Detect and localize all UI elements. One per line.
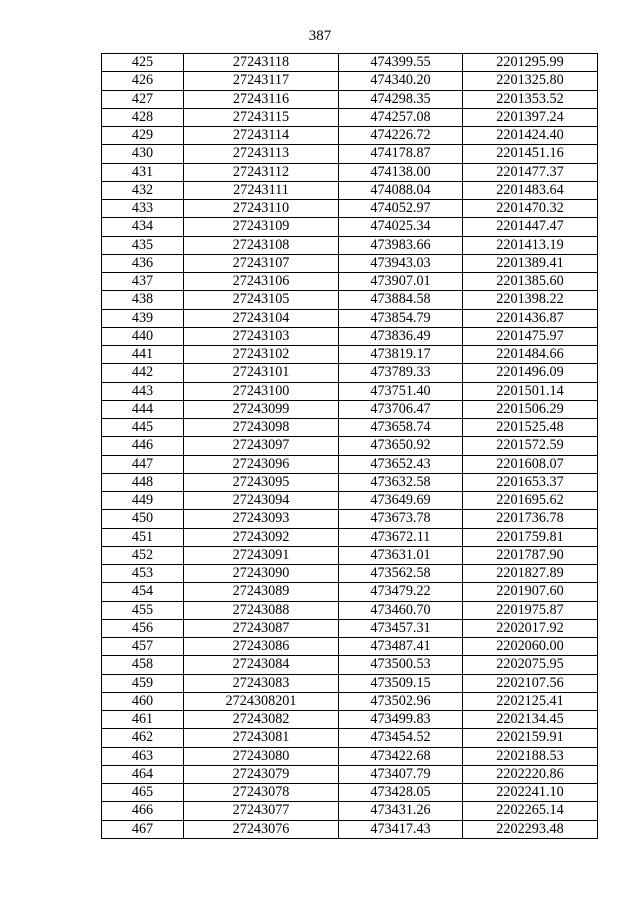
- point-id-cell: 27243098: [184, 419, 339, 437]
- y-coordinate-cell: 2202220.86: [463, 765, 598, 783]
- table-row: [102, 327, 598, 345]
- row-number-cell: 467: [102, 820, 184, 838]
- x-coordinate-cell: 473652.43: [339, 455, 463, 473]
- point-id-cell: 27243099: [184, 400, 339, 418]
- row-number-cell: 461: [102, 711, 184, 729]
- table-row: [102, 145, 598, 163]
- point-id-cell: 27243116: [184, 90, 339, 108]
- point-id-cell: 27243117: [184, 72, 339, 90]
- x-coordinate-cell: 473417.43: [339, 820, 463, 838]
- table-row: [102, 747, 598, 765]
- row-number-cell: 426: [102, 72, 184, 90]
- row-number-cell: 465: [102, 784, 184, 802]
- point-id-cell: 27243087: [184, 619, 339, 637]
- y-coordinate-cell: 2201501.14: [463, 382, 598, 400]
- x-coordinate-cell: 473658.74: [339, 419, 463, 437]
- y-coordinate-cell: 2201787.90: [463, 546, 598, 564]
- table-row: [102, 820, 598, 838]
- row-number-cell: 459: [102, 674, 184, 692]
- x-coordinate-cell: 473460.70: [339, 601, 463, 619]
- row-number-cell: 433: [102, 200, 184, 218]
- y-coordinate-cell: 2201608.07: [463, 455, 598, 473]
- x-coordinate-cell: 473983.66: [339, 236, 463, 254]
- row-number-cell: 464: [102, 765, 184, 783]
- y-coordinate-cell: 2201436.87: [463, 309, 598, 327]
- x-coordinate-cell: 474298.35: [339, 90, 463, 108]
- x-coordinate-cell: 473431.26: [339, 802, 463, 820]
- table-row: [102, 802, 598, 820]
- y-coordinate-cell: 2201827.89: [463, 565, 598, 583]
- x-coordinate-cell: 473789.33: [339, 364, 463, 382]
- y-coordinate-cell: 2201295.99: [463, 54, 598, 72]
- y-coordinate-cell: 2202134.45: [463, 711, 598, 729]
- x-coordinate-cell: 473706.47: [339, 400, 463, 418]
- table-row: [102, 291, 598, 309]
- point-id-cell: 27243092: [184, 528, 339, 546]
- x-coordinate-cell: 474340.20: [339, 72, 463, 90]
- y-coordinate-cell: 2201506.29: [463, 400, 598, 418]
- row-number-cell: 430: [102, 145, 184, 163]
- table-row: [102, 236, 598, 254]
- row-number-cell: 444: [102, 400, 184, 418]
- row-number-cell: 460: [102, 692, 184, 710]
- point-id-cell: 27243077: [184, 802, 339, 820]
- x-coordinate-cell: 473751.40: [339, 382, 463, 400]
- coordinates-table: [101, 53, 598, 839]
- row-number-cell: 447: [102, 455, 184, 473]
- point-id-cell: 27243090: [184, 565, 339, 583]
- x-coordinate-cell: 473457.31: [339, 619, 463, 637]
- row-number-cell: 450: [102, 510, 184, 528]
- table-row: [102, 437, 598, 455]
- table-row: [102, 200, 598, 218]
- row-number-cell: 428: [102, 108, 184, 126]
- row-number-cell: 441: [102, 346, 184, 364]
- table-row: [102, 601, 598, 619]
- table-row: [102, 90, 598, 108]
- point-id-cell: 27243108: [184, 236, 339, 254]
- y-coordinate-cell: 2201736.78: [463, 510, 598, 528]
- y-coordinate-cell: 2202125.41: [463, 692, 598, 710]
- y-coordinate-cell: 2202060.00: [463, 638, 598, 656]
- table-row: [102, 784, 598, 802]
- table-row: [102, 619, 598, 637]
- point-id-cell: 27243100: [184, 382, 339, 400]
- row-number-cell: 445: [102, 419, 184, 437]
- point-id-cell: 27243093: [184, 510, 339, 528]
- y-coordinate-cell: 2202241.10: [463, 784, 598, 802]
- x-coordinate-cell: 474052.97: [339, 200, 463, 218]
- table-row: [102, 729, 598, 747]
- x-coordinate-cell: 473499.83: [339, 711, 463, 729]
- table-row: [102, 346, 598, 364]
- row-number-cell: 462: [102, 729, 184, 747]
- x-coordinate-cell: 474226.72: [339, 127, 463, 145]
- point-id-cell: 27243118: [184, 54, 339, 72]
- point-id-cell: 2724308201: [184, 692, 339, 710]
- table-row: [102, 382, 598, 400]
- y-coordinate-cell: 2201572.59: [463, 437, 598, 455]
- table-row: [102, 108, 598, 126]
- point-id-cell: 27243104: [184, 309, 339, 327]
- table-row: [102, 273, 598, 291]
- x-coordinate-cell: 473943.03: [339, 254, 463, 272]
- y-coordinate-cell: 2202293.48: [463, 820, 598, 838]
- row-number-cell: 457: [102, 638, 184, 656]
- x-coordinate-cell: 474399.55: [339, 54, 463, 72]
- point-id-cell: 27243106: [184, 273, 339, 291]
- y-coordinate-cell: 2201496.09: [463, 364, 598, 382]
- y-coordinate-cell: 2201483.64: [463, 181, 598, 199]
- y-coordinate-cell: 2201695.62: [463, 492, 598, 510]
- row-number-cell: 466: [102, 802, 184, 820]
- table-row: [102, 528, 598, 546]
- x-coordinate-cell: 473407.79: [339, 765, 463, 783]
- row-number-cell: 463: [102, 747, 184, 765]
- point-id-cell: 27243079: [184, 765, 339, 783]
- table-row: [102, 455, 598, 473]
- table-row: [102, 181, 598, 199]
- row-number-cell: 454: [102, 583, 184, 601]
- y-coordinate-cell: 2202075.95: [463, 656, 598, 674]
- table-row: [102, 674, 598, 692]
- x-coordinate-cell: 473632.58: [339, 473, 463, 491]
- x-coordinate-cell: 473673.78: [339, 510, 463, 528]
- point-id-cell: 27243094: [184, 492, 339, 510]
- row-number-cell: 453: [102, 565, 184, 583]
- x-coordinate-cell: 474257.08: [339, 108, 463, 126]
- table-row: [102, 765, 598, 783]
- point-id-cell: 27243115: [184, 108, 339, 126]
- x-coordinate-cell: 473487.41: [339, 638, 463, 656]
- point-id-cell: 27243103: [184, 327, 339, 345]
- row-number-cell: 449: [102, 492, 184, 510]
- point-id-cell: 27243086: [184, 638, 339, 656]
- y-coordinate-cell: 2202159.91: [463, 729, 598, 747]
- coordinates-table-body: [102, 54, 598, 839]
- x-coordinate-cell: 473836.49: [339, 327, 463, 345]
- row-number-cell: 436: [102, 254, 184, 272]
- x-coordinate-cell: 473428.05: [339, 784, 463, 802]
- x-coordinate-cell: 473672.11: [339, 528, 463, 546]
- row-number-cell: 456: [102, 619, 184, 637]
- x-coordinate-cell: 473907.01: [339, 273, 463, 291]
- row-number-cell: 446: [102, 437, 184, 455]
- point-id-cell: 27243076: [184, 820, 339, 838]
- x-coordinate-cell: 473650.92: [339, 437, 463, 455]
- row-number-cell: 452: [102, 546, 184, 564]
- row-number-cell: 458: [102, 656, 184, 674]
- table-row: [102, 492, 598, 510]
- point-id-cell: 27243114: [184, 127, 339, 145]
- point-id-cell: 27243091: [184, 546, 339, 564]
- point-id-cell: 27243109: [184, 218, 339, 236]
- row-number-cell: 455: [102, 601, 184, 619]
- x-coordinate-cell: 474088.04: [339, 181, 463, 199]
- y-coordinate-cell: 2201525.48: [463, 419, 598, 437]
- row-number-cell: 440: [102, 327, 184, 345]
- table-row: [102, 309, 598, 327]
- x-coordinate-cell: 473422.68: [339, 747, 463, 765]
- x-coordinate-cell: 473454.52: [339, 729, 463, 747]
- row-number-cell: 451: [102, 528, 184, 546]
- table-row: [102, 218, 598, 236]
- y-coordinate-cell: 2201325.80: [463, 72, 598, 90]
- y-coordinate-cell: 2201397.24: [463, 108, 598, 126]
- x-coordinate-cell: 473500.53: [339, 656, 463, 674]
- table-row: [102, 163, 598, 181]
- row-number-cell: 443: [102, 382, 184, 400]
- table-row: [102, 254, 598, 272]
- y-coordinate-cell: 2201759.81: [463, 528, 598, 546]
- x-coordinate-cell: 474178.87: [339, 145, 463, 163]
- point-id-cell: 27243111: [184, 181, 339, 199]
- table-row: [102, 638, 598, 656]
- table-row: [102, 583, 598, 601]
- x-coordinate-cell: 473631.01: [339, 546, 463, 564]
- x-coordinate-cell: 474025.34: [339, 218, 463, 236]
- point-id-cell: 27243078: [184, 784, 339, 802]
- y-coordinate-cell: 2201975.87: [463, 601, 598, 619]
- point-id-cell: 27243082: [184, 711, 339, 729]
- table-row: [102, 364, 598, 382]
- row-number-cell: 431: [102, 163, 184, 181]
- y-coordinate-cell: 2201484.66: [463, 346, 598, 364]
- row-number-cell: 425: [102, 54, 184, 72]
- point-id-cell: 27243112: [184, 163, 339, 181]
- point-id-cell: 27243095: [184, 473, 339, 491]
- x-coordinate-cell: 473649.69: [339, 492, 463, 510]
- y-coordinate-cell: 2201475.97: [463, 327, 598, 345]
- point-id-cell: 27243084: [184, 656, 339, 674]
- y-coordinate-cell: 2201398.22: [463, 291, 598, 309]
- y-coordinate-cell: 2201907.60: [463, 583, 598, 601]
- row-number-cell: 442: [102, 364, 184, 382]
- y-coordinate-cell: 2201413.19: [463, 236, 598, 254]
- row-number-cell: 439: [102, 309, 184, 327]
- table-row: [102, 54, 598, 72]
- point-id-cell: 27243096: [184, 455, 339, 473]
- table-row: [102, 419, 598, 437]
- point-id-cell: 27243101: [184, 364, 339, 382]
- x-coordinate-cell: 473502.96: [339, 692, 463, 710]
- y-coordinate-cell: 2201353.52: [463, 90, 598, 108]
- point-id-cell: 27243102: [184, 346, 339, 364]
- table-row: [102, 510, 598, 528]
- point-id-cell: 27243105: [184, 291, 339, 309]
- y-coordinate-cell: 2201385.60: [463, 273, 598, 291]
- table-row: [102, 72, 598, 90]
- point-id-cell: 27243097: [184, 437, 339, 455]
- row-number-cell: 432: [102, 181, 184, 199]
- point-id-cell: 27243113: [184, 145, 339, 163]
- table-row: [102, 400, 598, 418]
- y-coordinate-cell: 2201447.47: [463, 218, 598, 236]
- point-id-cell: 27243110: [184, 200, 339, 218]
- table-row: [102, 565, 598, 583]
- x-coordinate-cell: 473509.15: [339, 674, 463, 692]
- y-coordinate-cell: 2201389.41: [463, 254, 598, 272]
- x-coordinate-cell: 473854.79: [339, 309, 463, 327]
- table-row: [102, 692, 598, 710]
- point-id-cell: 27243081: [184, 729, 339, 747]
- y-coordinate-cell: 2202265.14: [463, 802, 598, 820]
- point-id-cell: 27243107: [184, 254, 339, 272]
- row-number-cell: 448: [102, 473, 184, 491]
- x-coordinate-cell: 473884.58: [339, 291, 463, 309]
- x-coordinate-cell: 473562.58: [339, 565, 463, 583]
- table-row: [102, 473, 598, 491]
- x-coordinate-cell: 474138.00: [339, 163, 463, 181]
- y-coordinate-cell: 2201470.32: [463, 200, 598, 218]
- row-number-cell: 427: [102, 90, 184, 108]
- table-row: [102, 656, 598, 674]
- x-coordinate-cell: 473819.17: [339, 346, 463, 364]
- y-coordinate-cell: 2201424.40: [463, 127, 598, 145]
- row-number-cell: 438: [102, 291, 184, 309]
- page-number: 387: [308, 28, 332, 44]
- table-row: [102, 711, 598, 729]
- point-id-cell: 27243083: [184, 674, 339, 692]
- y-coordinate-cell: 2201653.37: [463, 473, 598, 491]
- row-number-cell: 429: [102, 127, 184, 145]
- x-coordinate-cell: 473479.22: [339, 583, 463, 601]
- y-coordinate-cell: 2201477.37: [463, 163, 598, 181]
- point-id-cell: 27243089: [184, 583, 339, 601]
- table-row: [102, 546, 598, 564]
- table-row: [102, 127, 598, 145]
- point-id-cell: 27243088: [184, 601, 339, 619]
- y-coordinate-cell: 2202017.92: [463, 619, 598, 637]
- y-coordinate-cell: 2202188.53: [463, 747, 598, 765]
- row-number-cell: 434: [102, 218, 184, 236]
- point-id-cell: 27243080: [184, 747, 339, 765]
- y-coordinate-cell: 2202107.56: [463, 674, 598, 692]
- row-number-cell: 435: [102, 236, 184, 254]
- row-number-cell: 437: [102, 273, 184, 291]
- y-coordinate-cell: 2201451.16: [463, 145, 598, 163]
